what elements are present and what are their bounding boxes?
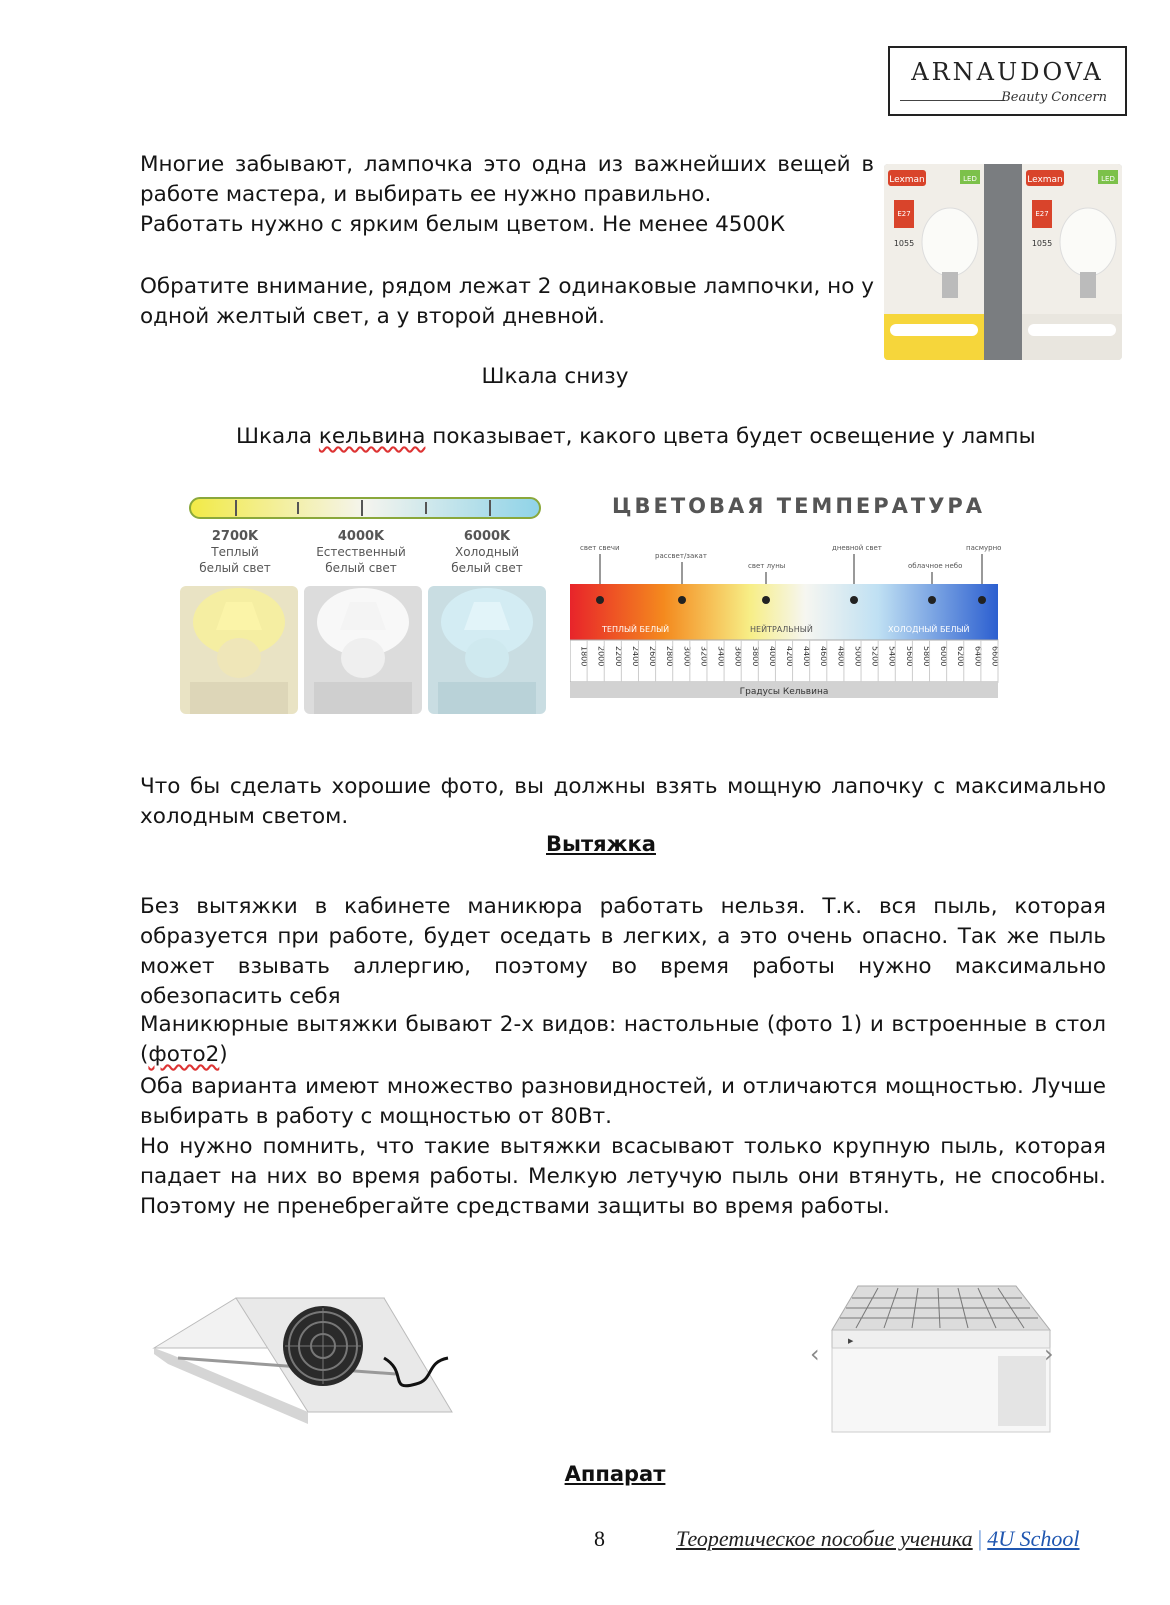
svg-text:E27: E27 <box>897 210 911 218</box>
logo-brand: ARNAUDOVA <box>911 58 1104 86</box>
marker-label-sunrise: рассвет/закат <box>655 552 707 560</box>
footer-school-link[interactable]: 4U School <box>987 1526 1080 1551</box>
lamp-natural-kelvin: 4000K <box>337 529 385 544</box>
marker-label-cloudy: облачное небо <box>908 562 963 570</box>
temperature-scale-svg <box>570 534 1010 710</box>
kelvin-tick-label: 5000 <box>853 646 863 667</box>
lamp-cold-name2: белый свет <box>451 561 523 575</box>
lamp-warm-name: Теплый <box>211 545 259 559</box>
kelvin-tick-label: 4200 <box>785 646 794 667</box>
lamp-warm-photo <box>180 586 298 714</box>
svg-text:▶: ▶ <box>848 1337 854 1345</box>
svg-text:1055: 1055 <box>893 239 915 248</box>
svg-text:LED: LED <box>963 175 977 183</box>
axis-label: Градусы Кельвина <box>739 687 829 697</box>
lamp-cold-name: Холодный <box>455 545 519 559</box>
svg-text:E27: E27 <box>1035 210 1049 218</box>
band-neutral: НЕЙТРАЛЬНЫЙ <box>750 625 813 634</box>
hood-paragraph-1: Без вытяжки в кабинете маникюра работать нельзя. Т.к. вся пыль, которая образуется при работе, будет оседать в легких, а это очень опасно. Так же пыль может взывать аллергию, поэтому во время работы нужно максимально обезопасить себя <box>140 894 1106 1009</box>
kelvin-tick-label: 6400 <box>973 646 983 667</box>
kelvin-tick-label: 2600 <box>648 646 658 667</box>
kelvin-tick-label: 6600 <box>990 646 1000 667</box>
footer-title-link[interactable]: Теоретическое пособие ученика <box>676 1526 973 1551</box>
lamp-figure-svg <box>180 492 550 722</box>
hood-heading: Вытяжка <box>546 832 656 856</box>
kelvin-tick-label: 6200 <box>956 646 966 667</box>
svg-text:Lexman: Lexman <box>889 175 925 185</box>
page-number: 8 <box>594 1526 605 1551</box>
svg-text:LED: LED <box>1101 175 1115 183</box>
lamp-cold-photo <box>428 586 546 714</box>
kelvin-tick-label: 4000 <box>767 646 777 667</box>
kelvin-tick-label: 5400 <box>887 646 897 667</box>
kelvin-tick-label: 4800 <box>836 646 846 667</box>
kelvin-tick-label: 2000 <box>596 646 606 667</box>
intro-paragraph-3: Обратите внимание, рядом лежат 2 одинаковые лампочки, но у одной желтый свет, а у второй дневной. <box>140 274 874 329</box>
marker-label-moon: свет луны <box>748 562 786 570</box>
lamp-natural-photo <box>304 586 422 714</box>
lamp-natural-name2: белый свет <box>325 561 397 575</box>
lamp-natural-name: Естественный <box>316 545 406 559</box>
builtin-hood-illustration <box>818 1280 1058 1440</box>
kelvin-tick-label: 3800 <box>750 646 760 667</box>
kelvin-tick-label: 6000 <box>939 646 949 667</box>
kelvin-tick-label: 4600 <box>819 646 829 667</box>
band-cold: ХОЛОДНЫЙ БЕЛЫЙ <box>888 625 970 634</box>
marker-label-candle: свет свечи <box>580 544 620 552</box>
apparatus-heading: Аппарат <box>564 1462 666 1486</box>
bulbs-photo-illustration <box>884 164 1122 360</box>
chart-title: ЦВЕТОВАЯ ТЕМПЕРАТУРА <box>612 494 986 518</box>
hood-paragraph-4: Но нужно помнить, что такие вытяжки всасывают только крупную пыль, которая падает на них во время работы. Мелкую летучую пыль они втянуть, не способны. Поэтому не пренебрегайте средствами защиты во время работы. <box>140 1134 1106 1219</box>
marker-label-daylight: дневной свет <box>832 544 882 552</box>
photo-note: Что бы сделать хорошие фото, вы должны взять мощную лапочку с максимально холодным светом. <box>140 774 1106 829</box>
kelvin-tick-label: 3400 <box>716 646 726 667</box>
footer-title-group <box>676 1526 1080 1552</box>
lamp-warm-kelvin: 2700K <box>211 529 259 544</box>
carousel-left-arrow-icon[interactable]: ‹ <box>810 1340 820 1368</box>
kelvin-tick-label: 3200 <box>699 646 709 667</box>
logo-tagline: Beauty Concern <box>1001 90 1107 105</box>
brand-logo <box>888 46 1127 116</box>
intro-paragraph-1: Многие забывают, лампочка это одна из важнейших вещей в работе мастера, и выбирать ее нужно правильно. <box>140 152 874 207</box>
lamp-warm-name2: белый свет <box>199 561 271 575</box>
logo-divider <box>900 100 1005 101</box>
kelvin-tick-label: 5200 <box>870 646 880 667</box>
svg-text:Lexman: Lexman <box>1027 175 1063 185</box>
kelvin-tick-label: 2400 <box>630 646 640 667</box>
bulbs-photo <box>884 164 1122 360</box>
kelvin-tick-label: 3000 <box>682 646 692 667</box>
lamp-cold-kelvin: 6000K <box>463 529 511 544</box>
svg-text:1055: 1055 <box>1031 239 1053 248</box>
scale-note: Шкала снизу <box>481 364 629 389</box>
hood-paragraph-3: Оба варианта имеют множество разновидностей, и отличаются мощностью. Лучше выбирать в работу с мощностью от 80Вт. <box>140 1074 1106 1129</box>
desktop-hood-illustration <box>148 1262 460 1438</box>
hood-paragraph-2: Маникюрные вытяжки бывают 2-х видов: настольные (фото 1) и встроенные в стол (фото2) <box>140 1012 1106 1067</box>
kelvin-tick-label: 1800 <box>579 646 589 667</box>
kelvin-tick-label: 2800 <box>665 646 675 667</box>
kelvin-tick-label: 4400 <box>802 646 812 667</box>
kelvin-tick-label: 3600 <box>733 646 743 667</box>
kelvin-tick-label: 2200 <box>613 646 623 667</box>
kelvin-sentence: Шкала кельвина показывает, какого цвета будет освещение у лампы <box>236 424 1036 449</box>
kelvin-tick-label: 5600 <box>904 646 914 667</box>
marker-label-overcast: пасмурно <box>966 544 1002 552</box>
band-warm: ТЕПЛЫЙ БЕЛЫЙ <box>602 625 670 634</box>
kelvin-tick-label: 5800 <box>921 646 931 667</box>
footer-separator: | <box>977 1526 983 1551</box>
lamp-temperature-figure <box>180 492 550 722</box>
builtin-hood-photo <box>810 1280 1058 1440</box>
desktop-hood-photo <box>148 1262 460 1438</box>
carousel-right-arrow-icon[interactable]: › <box>1044 1340 1054 1368</box>
color-temperature-chart <box>570 494 1010 724</box>
intro-paragraph-2: Работать нужно с ярким белым цветом. Не менее 4500К <box>140 212 786 237</box>
